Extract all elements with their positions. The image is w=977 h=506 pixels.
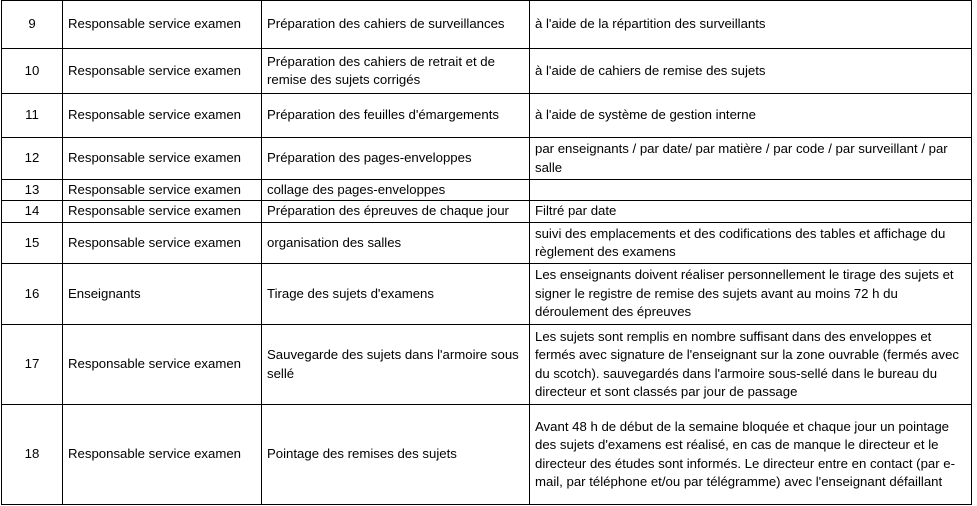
activity-cell: Préparation des pages-enveloppes bbox=[262, 138, 530, 180]
row-number: 9 bbox=[2, 1, 63, 49]
responsible-cell: Enseignants bbox=[63, 264, 262, 325]
table-row bbox=[2, 94, 972, 138]
responsible-cell: Responsable service examen bbox=[63, 201, 262, 223]
table-row bbox=[2, 201, 972, 223]
activity-cell: Préparation des cahiers de retrait et de remise des sujets corrigés bbox=[262, 49, 530, 94]
row-number: 16 bbox=[2, 264, 63, 325]
activity-cell: Préparation des feuilles d'émargements bbox=[262, 94, 530, 138]
table-row bbox=[2, 325, 972, 405]
row-number: 14 bbox=[2, 201, 63, 223]
activity-cell: Sauvegarde des sujets dans l'armoire sous sellé bbox=[262, 325, 530, 405]
note-cell: Filtré par date bbox=[530, 201, 972, 223]
responsible-cell: Responsable service examen bbox=[63, 223, 262, 264]
row-number: 13 bbox=[2, 180, 63, 201]
responsible-cell: Responsable service examen bbox=[63, 325, 262, 405]
row-number: 10 bbox=[2, 49, 63, 94]
responsible-cell: Responsable service examen bbox=[63, 180, 262, 201]
table-row bbox=[2, 1, 972, 49]
table-row bbox=[2, 223, 972, 264]
activity-cell: Tirage des sujets d'examens bbox=[262, 264, 530, 325]
responsible-cell: Responsable service examen bbox=[63, 138, 262, 180]
responsible-cell: Responsable service examen bbox=[63, 405, 262, 505]
table-row bbox=[2, 49, 972, 94]
table-row bbox=[2, 138, 972, 180]
table-row bbox=[2, 405, 972, 505]
activity-cell: Préparation des cahiers de surveillances bbox=[262, 1, 530, 49]
responsible-cell: Responsable service examen bbox=[63, 1, 262, 49]
note-cell: à l'aide de cahiers de remise des sujets bbox=[530, 49, 972, 94]
note-cell: suivi des emplacements et des codifications des tables et affichage du règlement des examens bbox=[530, 223, 972, 264]
note-cell: à l'aide de la répartition des surveillants bbox=[530, 1, 972, 49]
row-number: 18 bbox=[2, 405, 63, 505]
row-number: 17 bbox=[2, 325, 63, 405]
activity-cell: Pointage des remises des sujets bbox=[262, 405, 530, 505]
row-number: 15 bbox=[2, 223, 63, 264]
table-row bbox=[2, 264, 972, 325]
note-cell: Avant 48 h de début de la semaine bloquée et chaque jour un pointage des sujets d'examens est réalisé, en cas de manque le directeur et le directeur des études sont informés. Le directeur entre en contact (par e-mail, par téléphone et/ou par télégramme) avec l'enseignant défaillant bbox=[530, 405, 972, 505]
table-row bbox=[2, 180, 972, 201]
row-number: 12 bbox=[2, 138, 63, 180]
activity-cell: collage des pages-enveloppes bbox=[262, 180, 530, 201]
responsible-cell: Responsable service examen bbox=[63, 94, 262, 138]
note-cell: par enseignants / par date/ par matière / par code / par surveillant / par salle bbox=[530, 138, 972, 180]
note-cell: Les enseignants doivent réaliser personnellement le tirage des sujets et signer le registre de remise des sujets avant au moins 72 h du déroulement des épreuves bbox=[530, 264, 972, 325]
procedure-table bbox=[1, 0, 972, 505]
responsible-cell: Responsable service examen bbox=[63, 49, 262, 94]
note-cell bbox=[530, 180, 972, 201]
activity-cell: Préparation des épreuves de chaque jour bbox=[262, 201, 530, 223]
row-number: 11 bbox=[2, 94, 63, 138]
activity-cell: organisation des salles bbox=[262, 223, 530, 264]
note-cell: Les sujets sont remplis en nombre suffisant dans des enveloppes et fermés avec signature de l'enseignant sur la zone ouvrable (fermés avec du scotch). sauvegardés dans l'armoire sous-sellé dans le bureau du directeur et sont classés par jour de passage bbox=[530, 325, 972, 405]
note-cell: à l'aide de système de gestion interne bbox=[530, 94, 972, 138]
